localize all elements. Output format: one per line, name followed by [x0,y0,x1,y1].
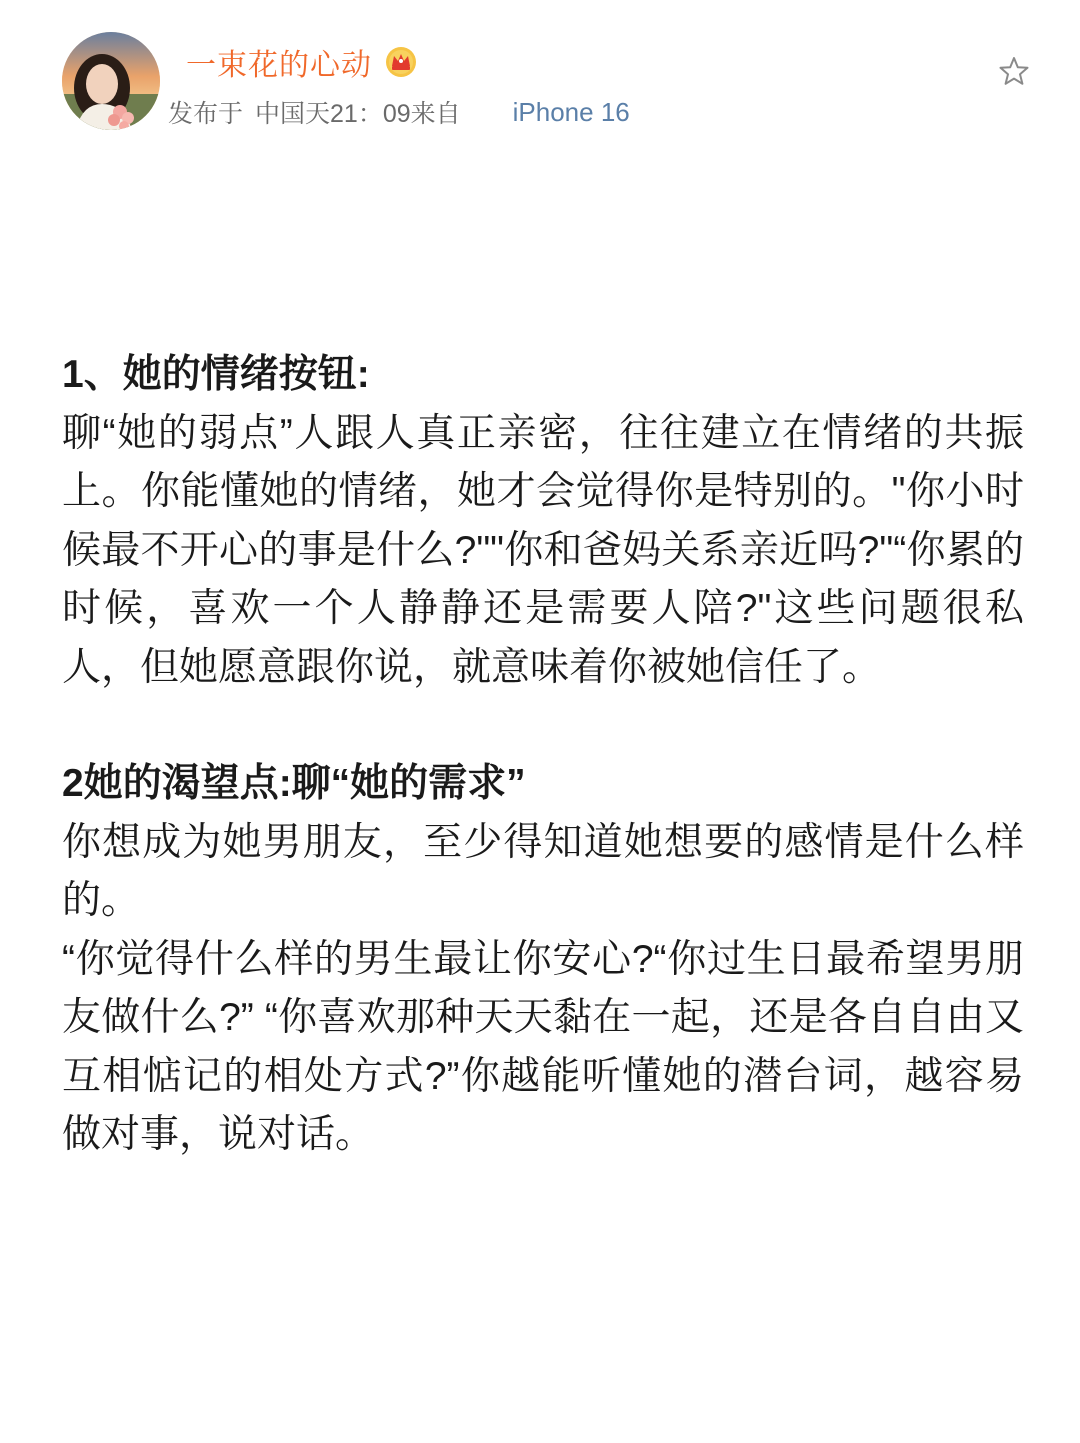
star-icon[interactable] [996,54,1032,90]
meta-prefix: 发布于 [168,100,244,128]
post-time: 中国天21：09来自 [255,100,461,128]
author-row [186,40,418,84]
avatar[interactable] [62,32,160,130]
section-emotion-button [62,346,1024,697]
section-heading: 1、她的情绪按钮: [62,353,370,396]
section-paragraph: “你觉得什么样的男生最让你安心?“你过生日最希望男朋友做什么?” “你喜欢那种天天黏在一起，还是各自自由又互相惦记的相处方式?”你越能听懂她的潜台词，越容易做对事，说对话。 [62,937,1024,1156]
device-link[interactable]: iPhone 16 [512,96,630,127]
section-paragraph: 你想成为她男朋友，至少得知道她想要的感情是什么样的。 [62,820,1024,922]
crown-badge-icon [384,45,418,79]
section-desire-point [62,755,1024,1165]
author-name[interactable]: 一束花的心动 [186,49,372,82]
section-heading: 2她的渴望点:聊“她的需求” [62,762,526,805]
post-meta [168,92,630,132]
section-paragraph: 聊“她的弱点”人跟人真正亲密，往往建立在情绪的共振上。你能懂她的情绪，她才会觉得你是特别的。"你小时候最不开心的事是什么?""你和爸妈关系亲近吗?"“你累的时候，喜欢一个人静静还是需要人陪?"这些问题很私人，但她愿意跟你说，就意味着你被她信任了。 [62,411,1024,689]
post-body [62,346,1024,1165]
post-header [0,0,1080,150]
avatar-photo [62,32,160,130]
